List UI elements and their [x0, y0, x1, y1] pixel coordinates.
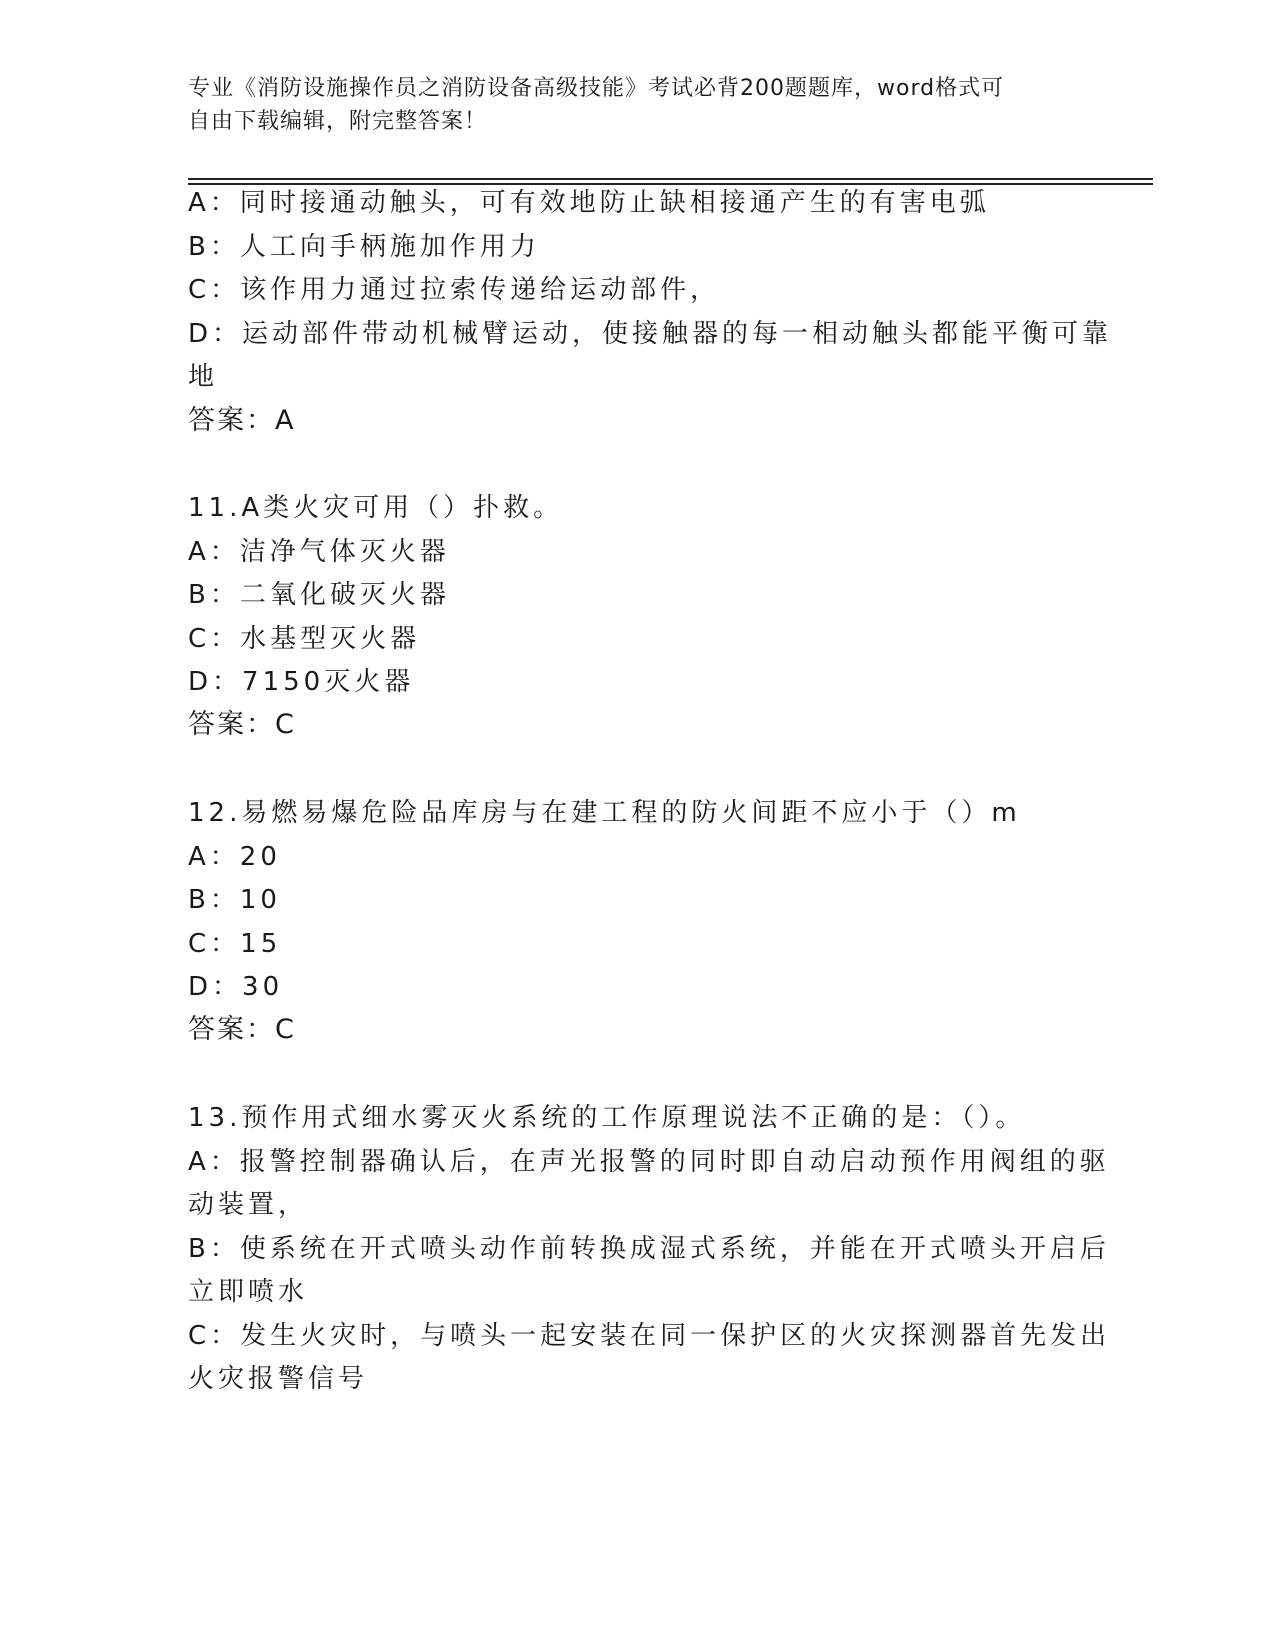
header-title-line-2: 自由下载编辑，附完整答案！ [188, 109, 488, 134]
q11-option-d: D：7150灭火器 [188, 667, 415, 697]
q11-option-a: A：洁净气体灭火器 [188, 537, 450, 567]
q10-option-a: A：同时接通动触头，可有效地防止缺相接通产生的有害电弧 [188, 188, 990, 218]
q12-option-a: A：20 [188, 842, 281, 872]
header-divider-top [188, 178, 1153, 180]
q13-question: 13.预作用式细水雾灭火系统的工作原理说法不正确的是：（）。 [188, 1103, 1026, 1133]
q10-option-d-line-2: 地 [188, 362, 219, 392]
q12-answer: 答案：C [188, 1014, 296, 1045]
q12-question: 12.易燃易爆危险品库房与在建工程的防火间距不应小于（）m [188, 798, 1021, 828]
q10-answer: 答案：A [188, 405, 296, 436]
document-header [188, 72, 1068, 138]
q10-option-b: B：人工向手柄施加作用力 [188, 232, 540, 262]
q11-question: 11.A类火灾可用（）扑救。 [188, 493, 564, 523]
q11-option-b: B：二氧化破灭火器 [188, 580, 450, 610]
q11-option-c: C：水基型灭火器 [188, 624, 421, 654]
q13-option-b-line-2: 立即喷水 [188, 1277, 309, 1307]
q13-option-c-line-2: 火灾报警信号 [188, 1364, 369, 1394]
header-title-line-1: 专业《消防设施操作员之消防设备高级技能》考试必背200题题库，word格式可 [188, 76, 1005, 101]
q12-option-c: C：15 [188, 929, 282, 959]
q13-option-a-line-1: A：报警控制器确认后，在声光报警的同时即自动启动预作用阀组的驱 [188, 1147, 1110, 1177]
q13-option-c-line-1: C：发生火灾时，与喷头一起安装在同一保护区的火灾探测器首先发出 [188, 1321, 1111, 1351]
header-divider-bottom [188, 183, 1153, 185]
q12-option-d: D：30 [188, 972, 284, 1002]
q13-option-a-line-2: 动装置， [188, 1190, 309, 1220]
q13-option-b-line-1: B：使系统在开式喷头动作前转换成湿式系统，并能在开式喷头开启后 [188, 1234, 1110, 1264]
q11-answer: 答案：C [188, 709, 296, 740]
q10-option-d-line-1: D：运动部件带动机械臂运动，使接触器的每一相动触头都能平衡可靠 [188, 319, 1113, 349]
q10-option-c: C：该作用力通过拉索传递给运动部件， [188, 275, 721, 305]
q12-option-b: B：10 [188, 885, 281, 915]
